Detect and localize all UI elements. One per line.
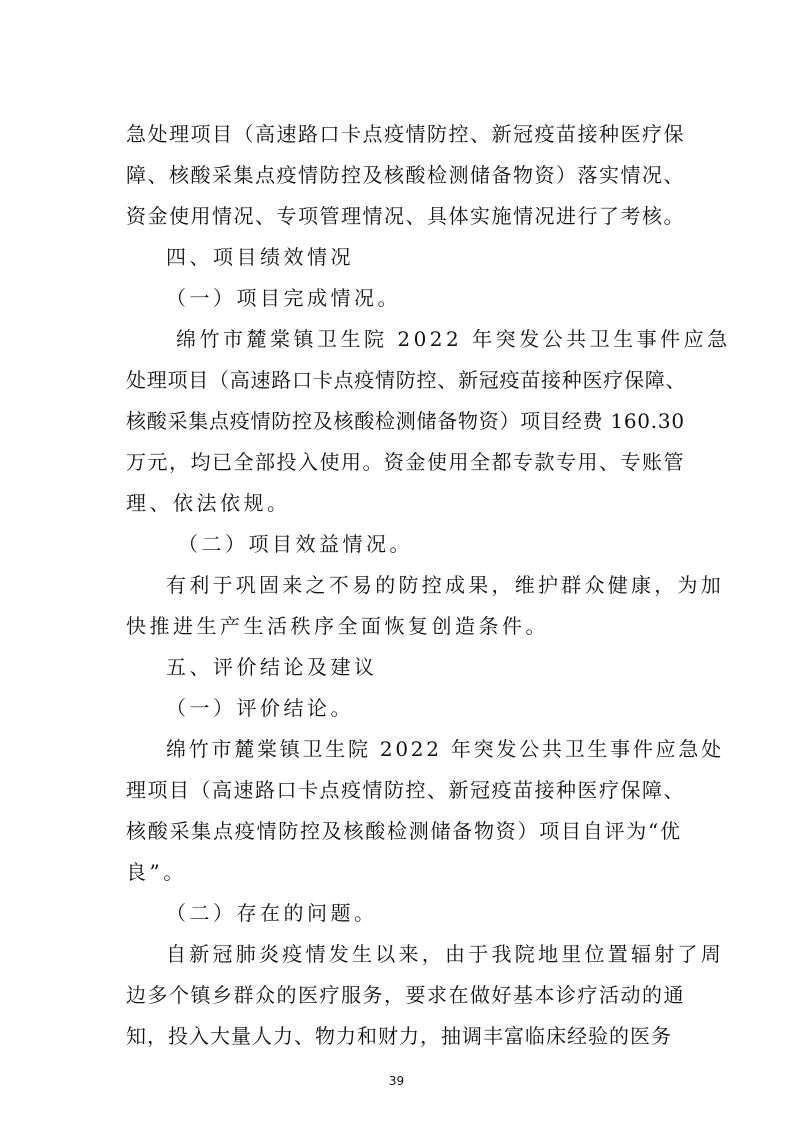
text-line: 理、依法依规。 xyxy=(126,491,291,515)
text-line: 理项目（高速路口卡点疫情防控、新冠疫苗接种医疗保障、 xyxy=(126,778,685,802)
text-line: 快推进生产生活秩序全面恢复创造条件。 xyxy=(126,614,549,638)
text-line: 知，投入大量人力、物力和财力，抽调丰富临床经验的医务 xyxy=(126,1024,672,1048)
subsection-heading: （一）项目完成情况。 xyxy=(166,286,401,310)
subsection-heading: （二）项目效益情况。 xyxy=(178,532,413,556)
text-line: 绵竹市麓棠镇卫生院 2022 年突发公共卫生事件应急处 xyxy=(166,737,724,761)
text-line: 自新冠肺炎疫情发生以来，由于我院地里位置辐射了周 xyxy=(166,942,724,966)
subsection-heading: （一）评价结论。 xyxy=(166,696,354,720)
text-line: 处理项目（高速路口卡点疫情防控、新冠疫苗接种医疗保障、 xyxy=(126,368,687,392)
text-line: 急处理项目（高速路口卡点疫情防控、新冠疫苗接种医疗保 xyxy=(126,122,685,146)
text-line: 核酸采集点疫情防控及核酸检测储备物资）项目自评为“优 xyxy=(126,819,682,843)
text-line: 有利于巩固来之不易的防控成果，维护群众健康，为加 xyxy=(166,573,724,597)
text-line: 万元，均已全部投入使用。资金使用全都专款专用、专账管 xyxy=(126,450,685,474)
text-line: 资金使用情况、专项管理情况、具体实施情况进行了考核。 xyxy=(126,204,685,228)
page-number: 39 xyxy=(388,1074,405,1088)
text-line: 障、核酸采集点疫情防控及核酸检测储备物资）落实情况、 xyxy=(126,163,685,187)
text-line: 核酸采集点疫情防控及核酸检测储备物资）项目经费 160.30 xyxy=(126,409,685,433)
text-line: 边多个镇乡群众的医疗服务，要求在做好基本诊疗活动的通 xyxy=(126,983,685,1007)
text-line: 良”。 xyxy=(126,860,187,884)
subsection-heading: （二）存在的问题。 xyxy=(166,901,378,925)
section-heading: 四、项目绩效情况 xyxy=(166,245,354,269)
section-heading: 五、评价结论及建议 xyxy=(166,655,378,679)
text-line: 绵竹市麓棠镇卫生院 2022 年突发公共卫生事件应急 xyxy=(176,327,731,351)
